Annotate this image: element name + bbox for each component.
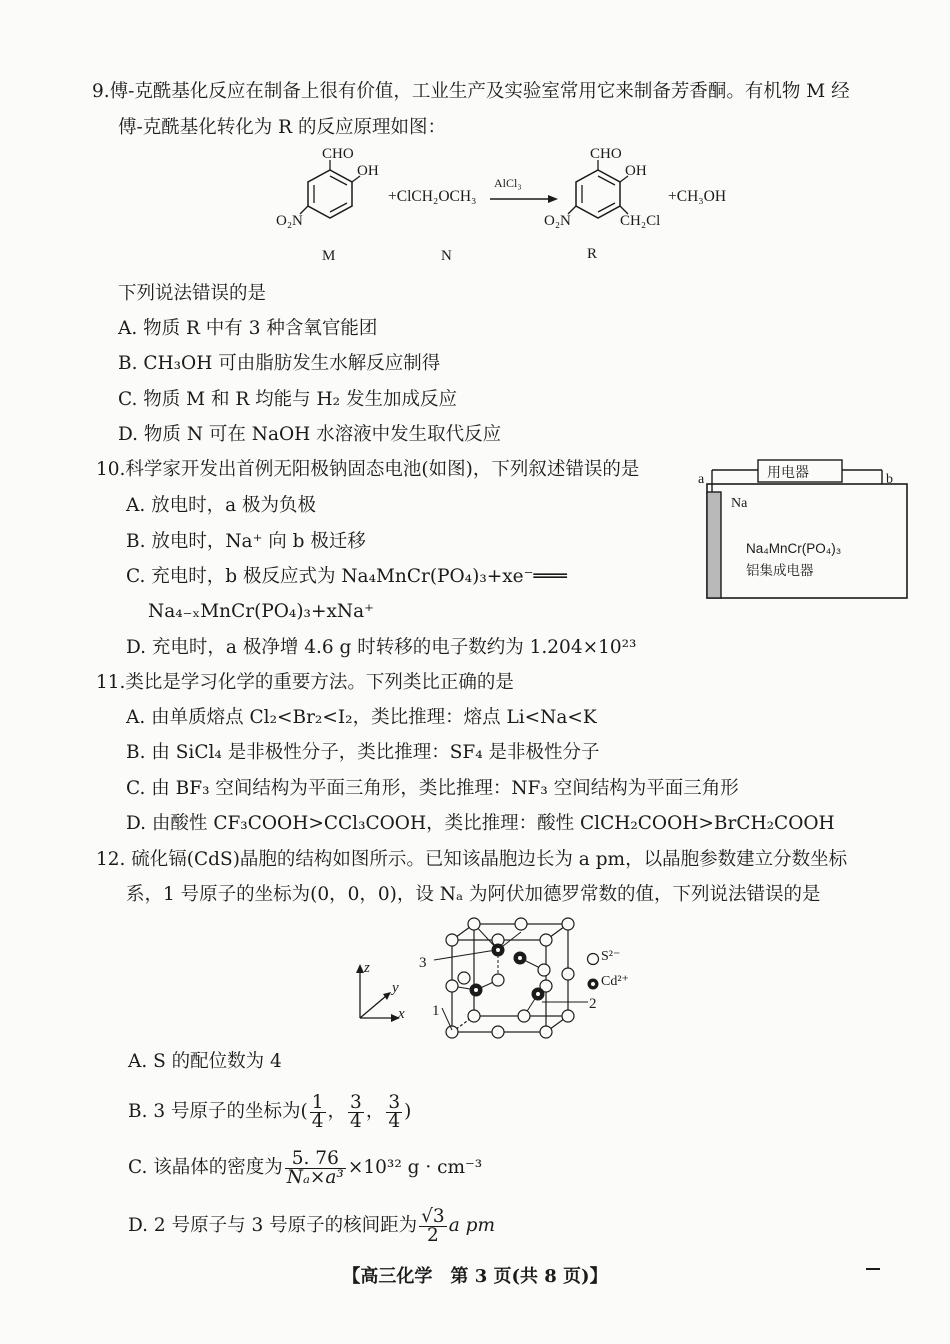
m-cho-label: CHO: [322, 146, 354, 162]
q11-stem: 11.类比是学习化学的重要方法。下列类比正确的是: [96, 672, 514, 693]
q10-option-c[interactable]: C. 充电时，b 极反应式为 Na₄MnCr(PO₄)₃+xe⁻═══: [126, 566, 567, 587]
r-cho-label: CHO: [590, 146, 622, 162]
load-label: 用电器: [767, 465, 809, 481]
q9-stem-line2: 傅-克酰基化转化为 R 的反应原理如图：: [118, 117, 446, 138]
q10-option-c-cont: Na₄₋ₓMnCr(PO₄)₃+xNa⁺: [148, 601, 374, 622]
fraction-numerator: 1: [311, 1091, 324, 1113]
label-m: M: [322, 248, 336, 264]
q11-option-d[interactable]: D. 由酸性 CF₃COOH>CCl₃COOH，类比推理：酸性 ClCH₂COOH>BrCH₂COOH: [126, 813, 835, 834]
q12-option-d[interactable]: [128, 1206, 495, 1246]
q12-stem-line1: 12. 硫化镉(CdS)晶胞的结构如图所示。已知该晶胞边长为 a pm，以晶胞参数建立分数坐标: [96, 849, 848, 870]
q12-option-d-suffix: a pm: [448, 1215, 495, 1236]
q9-prompt: 下列说法错误的是: [118, 283, 267, 304]
fraction-denominator: 4: [311, 1110, 324, 1132]
q9-option-d[interactable]: D. 物质 N 可在 NaOH 水溶液中发生取代反应: [118, 424, 502, 445]
q11-option-b[interactable]: B. 由 SiCl₄ 是非极性分子，类比推理：SF₄ 是非极性分子: [126, 742, 600, 763]
m-oh-label: OH: [357, 163, 379, 179]
reagent-n-formula: +ClCH₂OCH₃: [388, 188, 477, 205]
axis-z-label: z: [364, 960, 370, 976]
electrode-a-label: a: [698, 472, 705, 487]
atom-2-label: 2: [589, 996, 597, 1012]
q12-option-c-suffix: ×10³² g · cm⁻³: [347, 1157, 483, 1178]
label-leader-lines: [420, 946, 600, 1036]
fraction-denominator: 4: [388, 1110, 401, 1132]
reaction-arrow: [490, 194, 558, 204]
catalyst-label: AlCl₃: [494, 176, 522, 190]
r-oh-label: OH: [625, 163, 647, 179]
r-ch2cl-label: CH₂Cl: [620, 213, 661, 229]
axis-x-label: x: [398, 1006, 405, 1022]
na-label: Na: [731, 496, 748, 511]
q10-option-b[interactable]: B. 放电时，Na⁺ 向 b 极迁移: [126, 531, 366, 552]
fraction: [310, 1091, 326, 1132]
electrode-b-label: b: [886, 472, 893, 487]
density-fraction: [285, 1147, 346, 1188]
q10-option-a[interactable]: A. 放电时，a 极为负极: [126, 495, 317, 516]
r-no2-label: O₂N: [544, 213, 571, 229]
label-n: N: [441, 248, 452, 264]
q12-option-c-prefix: C. 该晶体的密度为: [128, 1157, 283, 1178]
q12-option-b-prefix: B. 3 号原子的坐标为(: [128, 1101, 308, 1122]
cathode-desc-label: 铝集成电器: [746, 563, 814, 579]
footer-dash: [866, 1268, 880, 1270]
label-r: R: [587, 246, 598, 262]
page-footer: 【高三化学 第 3 页(共 8 页)】: [342, 1266, 608, 1287]
fraction-numerator: 3: [388, 1091, 401, 1113]
legend-s-icon: [586, 952, 600, 966]
legend-cd-label: Cd²⁺: [601, 974, 629, 989]
q9-option-b[interactable]: B. CH₃OH 可由脂肪发生水解反应制得: [118, 353, 441, 374]
atom-1-label: 1: [432, 1003, 440, 1019]
q10-stem: 10.科学家开发出首例无阳极钠固态电池(如图)，下列叙述错误的是: [96, 459, 640, 480]
m-no2-label: O₂N: [276, 213, 303, 229]
distance-numerator: √3: [421, 1205, 445, 1227]
byproduct-formula: +CH₃OH: [668, 188, 727, 205]
cathode-formula-label: Na₄MnCr(PO₄)₃: [746, 541, 842, 556]
q9-option-c[interactable]: C. 物质 M 和 R 均能与 H₂ 发生加成反应: [118, 389, 457, 410]
q12-option-b-suffix: ): [404, 1101, 412, 1122]
q12-option-d-prefix: D. 2 号原子与 3 号原子的核间距为: [128, 1215, 418, 1236]
molecule-r-structure: [568, 168, 628, 238]
fraction-denominator: 4: [350, 1110, 362, 1132]
density-denominator: Nₐ×a³: [286, 1166, 344, 1188]
fraction: [386, 1091, 402, 1132]
q12-stem-line2: 系，1 号原子的坐标为(0，0，0)，设 Nₐ 为阿伏加德罗常数的值，下列说法错误的是: [126, 884, 821, 905]
atom-3-label: 3: [419, 955, 427, 971]
axis-y-label: y: [392, 980, 399, 996]
molecule-m-structure: [300, 168, 360, 238]
density-numerator: 5. 76: [285, 1150, 346, 1169]
fraction: [348, 1091, 364, 1132]
q9-option-a[interactable]: A. 物质 R 中有 3 种含氧官能团: [118, 318, 378, 339]
legend-s-label: S²⁻: [601, 949, 621, 964]
q12-option-a[interactable]: A. S 的配位数为 4: [128, 1051, 282, 1072]
legend-cd-icon: [586, 977, 600, 991]
distance-denominator: 2: [427, 1224, 439, 1246]
q11-option-a[interactable]: A. 由单质熔点 Cl₂<Br₂<I₂，类比推理：熔点 Li<Na<K: [126, 707, 597, 728]
q10-option-d[interactable]: D. 充电时，a 极净增 4.6 g 时转移的电子数约为 1.204×10²³: [126, 637, 637, 658]
q11-option-c[interactable]: C. 由 BF₃ 空间结构为平面三角形，类比推理：NF₃ 空间结构为平面三角形: [126, 778, 739, 799]
fraction-numerator: 3: [350, 1091, 362, 1113]
q9-stem-line1: 9.傅-克酰基化反应在制备上很有价值，工业生产及实验室常用它来制备芳香酮。有机物 M 经: [92, 81, 850, 102]
q12-option-c[interactable]: [128, 1148, 482, 1188]
distance-fraction: [419, 1205, 447, 1246]
q12-option-b[interactable]: B. 3 号原子的坐标为( $\frac{1}{4}$ ， $\frac{3}{4}$ ， $\frac{3}{4}$ ): [128, 1091, 412, 1132]
